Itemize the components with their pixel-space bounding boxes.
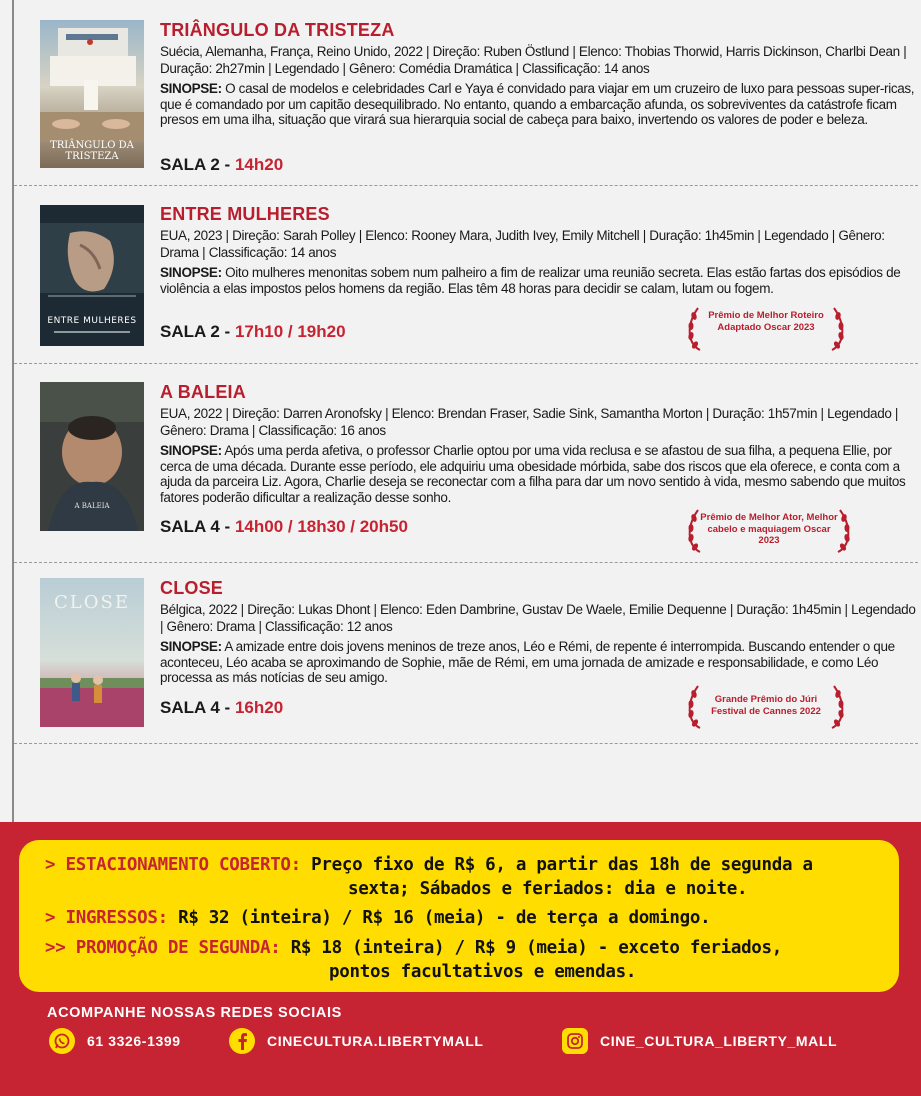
room-label: SALA 4 - bbox=[160, 698, 231, 717]
instagram-icon bbox=[562, 1028, 588, 1054]
session-times: 14h00 / 18h30 / 20h50 bbox=[234, 517, 408, 536]
movie-info bbox=[160, 578, 918, 686]
movie-info bbox=[160, 20, 918, 128]
divider bbox=[14, 363, 918, 364]
award-text: Prêmio de Melhor Roteiro Adaptado Oscar 2023 bbox=[708, 310, 824, 333]
social-phone[interactable] bbox=[49, 1028, 181, 1054]
session-times: 14h20 bbox=[234, 155, 284, 174]
showtimes bbox=[160, 155, 283, 175]
movie-synopsis bbox=[160, 443, 918, 505]
movie-title: TRIÂNGULO DA TRISTEZA bbox=[160, 20, 395, 40]
tickets-info bbox=[45, 906, 710, 930]
showtimes bbox=[160, 698, 283, 718]
synopsis-text: A amizade entre dois jovens meninos de treze anos, Léo e Rémi, de repente é interrompida. Buscando entender o que aconteceu, Léo acaba se aproximando de Sophie, mãe de Rémi, em uma jornada de amizade e responsabilidade, e como Léo processa as más notícias de seu amigo. bbox=[160, 639, 895, 685]
parking-line1: Preço fixo de R$ 6, a partir das 18h de segunda a bbox=[311, 855, 813, 875]
instagram-handle: CINE_CULTURA_LIBERTY_MALL bbox=[600, 1033, 838, 1049]
parking-key: > ESTACIONAMENTO COBERTO: bbox=[45, 855, 301, 875]
movie-poster[interactable] bbox=[40, 20, 144, 168]
synopsis-label: SINOPSE: bbox=[160, 81, 222, 96]
svg-text:CLOSE: CLOSE bbox=[54, 592, 130, 613]
info-box bbox=[19, 840, 899, 992]
movie-entry bbox=[38, 202, 918, 362]
promo-info bbox=[45, 936, 782, 960]
whatsapp-icon bbox=[49, 1028, 75, 1054]
room-label: SALA 4 - bbox=[160, 517, 231, 536]
promo-line1: R$ 18 (inteira) / R$ 9 (meia) - exceto feriados, bbox=[290, 938, 783, 958]
movie-info bbox=[160, 204, 918, 296]
movie-entry bbox=[38, 382, 918, 550]
award-text: Prêmio de Melhor Ator, Melhor cabelo e maquiagem Oscar 2023 bbox=[700, 512, 838, 546]
movie-synopsis bbox=[160, 639, 918, 686]
movie-meta: Bélgica, 2022 | Direção: Lukas Dhont | Elenco: Eden Dambrine, Gustav De Waele, Emilie Dequenne | Duração: 1h45min | Legendado | Gênero: Drama | Classificação: 12 anos bbox=[160, 602, 916, 634]
movie-meta: EUA, 2022 | Direção: Darren Aronofsky | Elenco: Brendan Fraser, Sadie Sink, Samantha Morton | Duração: 1h57min | Legendado | Gênero: Drama | Classificação: 16 anos bbox=[160, 406, 899, 438]
movie-title: ENTRE MULHERES bbox=[160, 204, 330, 224]
session-times: 16h20 bbox=[234, 698, 284, 717]
synopsis-text: Após uma perda afetiva, o professor Charlie optou por uma vida reclusa e se afastou de sua filha, a pequena Ellie, por cerca de uma década. Durante esse período, ele adquiriu uma obesidade mórbida, sabe dos riscos que ela oferece, e conta com a ajuda da parceira Liz. Agora, Charlie deseja se reconectar com a filha para dar um novo sentido à vida, mesmo sabendo que muitos fatores poderão dificultar a realização desse sonho. bbox=[160, 443, 906, 505]
movie-meta: EUA, 2023 | Direção: Sarah Polley | Elenco: Rooney Mara, Judith Ivey, Emily Mitchell | Duração: 1h45min | Legendado | Gênero: Drama | Classificação: 14 anos bbox=[160, 228, 885, 260]
movie-title: CLOSE bbox=[160, 578, 224, 598]
svg-text:TRIÂNGULO DA: TRIÂNGULO DA bbox=[50, 140, 134, 151]
award-badge bbox=[686, 306, 846, 354]
award-badge bbox=[686, 508, 852, 556]
movie-meta: Suécia, Alemanha, França, Reino Unido, 2022 | Direção: Ruben Östlund | Elenco: Thobias Thorwid, Harris Dickinson, Charlbi Dean | Duração: 2h27min | Legendado | Gênero: Comédia Dramática | Classificação: 14 anos bbox=[160, 44, 907, 76]
synopsis-label: SINOPSE: bbox=[160, 443, 222, 458]
phone-number: 61 3326-1399 bbox=[87, 1033, 181, 1049]
svg-text:ENTRE MULHERES: ENTRE MULHERES bbox=[47, 316, 137, 326]
left-margin-line bbox=[12, 0, 14, 822]
tickets-text: R$ 32 (inteira) / R$ 16 (meia) - de terça a domingo. bbox=[178, 908, 711, 928]
promo-line2: pontos facultativos e emendas. bbox=[329, 962, 637, 982]
session-times: 17h10 / 19h20 bbox=[234, 322, 346, 341]
movie-synopsis bbox=[160, 265, 918, 296]
movie-poster[interactable] bbox=[40, 382, 144, 531]
award-badge bbox=[686, 684, 846, 732]
showtimes bbox=[160, 517, 408, 537]
svg-text:A BALEIA: A BALEIA bbox=[74, 502, 110, 510]
social-facebook[interactable] bbox=[229, 1028, 484, 1054]
divider bbox=[14, 562, 918, 563]
movie-entry bbox=[38, 18, 918, 186]
movie-title: A BALEIA bbox=[160, 382, 246, 402]
synopsis-text: Oito mulheres menonitas sobem num palheiro a fim de realizar uma reunião secreta. Elas estão fartas dos episódios de violência a elas impostos pelos homens da região. Elas têm 48 horas para decidir se calam, lutam ou fogem. bbox=[160, 265, 901, 296]
movie-info bbox=[160, 382, 918, 505]
laurel-right-icon bbox=[830, 306, 846, 352]
svg-text:TRISTEZA: TRISTEZA bbox=[65, 151, 119, 162]
movie-entry bbox=[38, 578, 918, 743]
room-label: SALA 2 - bbox=[160, 322, 231, 341]
showtimes bbox=[160, 322, 346, 342]
facebook-icon bbox=[229, 1028, 255, 1054]
divider bbox=[14, 185, 918, 186]
divider bbox=[14, 743, 918, 744]
laurel-right-icon bbox=[830, 684, 846, 730]
synopsis-text: O casal de modelos e celebridades Carl e Yaya é convidado para viajar em um cruzeiro de luxo para pessoas super-ricas, que é comandado por um capitão desequilibrado. No entanto, quando a embarcação afunda, os sobreviventes da catástrofe ficam presos em uma ilha, situação que virará sua hierarquia social de cabeça para baixo, invertendo os valores de poder e beleza. bbox=[160, 81, 915, 127]
facebook-handle: CINECULTURA.LIBERTYMALL bbox=[267, 1033, 484, 1049]
tickets-key: > INGRESSOS: bbox=[45, 908, 168, 928]
movie-poster[interactable] bbox=[40, 578, 144, 727]
award-text: Grande Prêmio do Júri Festival de Cannes 2022 bbox=[711, 694, 821, 717]
movie-poster[interactable] bbox=[40, 205, 144, 346]
synopsis-label: SINOPSE: bbox=[160, 639, 222, 654]
social-instagram[interactable] bbox=[562, 1028, 837, 1054]
social-heading: ACOMPANHE NOSSAS REDES SOCIAIS bbox=[47, 1005, 342, 1021]
room-label: SALA 2 - bbox=[160, 155, 231, 174]
parking-line2: sexta; Sábados e feriados: dia e noite. bbox=[348, 879, 748, 899]
synopsis-label: SINOPSE: bbox=[160, 265, 222, 280]
parking-info bbox=[45, 853, 813, 877]
promo-key: >> PROMOÇÃO DE SEGUNDA: bbox=[45, 938, 281, 958]
laurel-right-icon bbox=[836, 508, 852, 554]
movie-synopsis bbox=[160, 81, 918, 128]
